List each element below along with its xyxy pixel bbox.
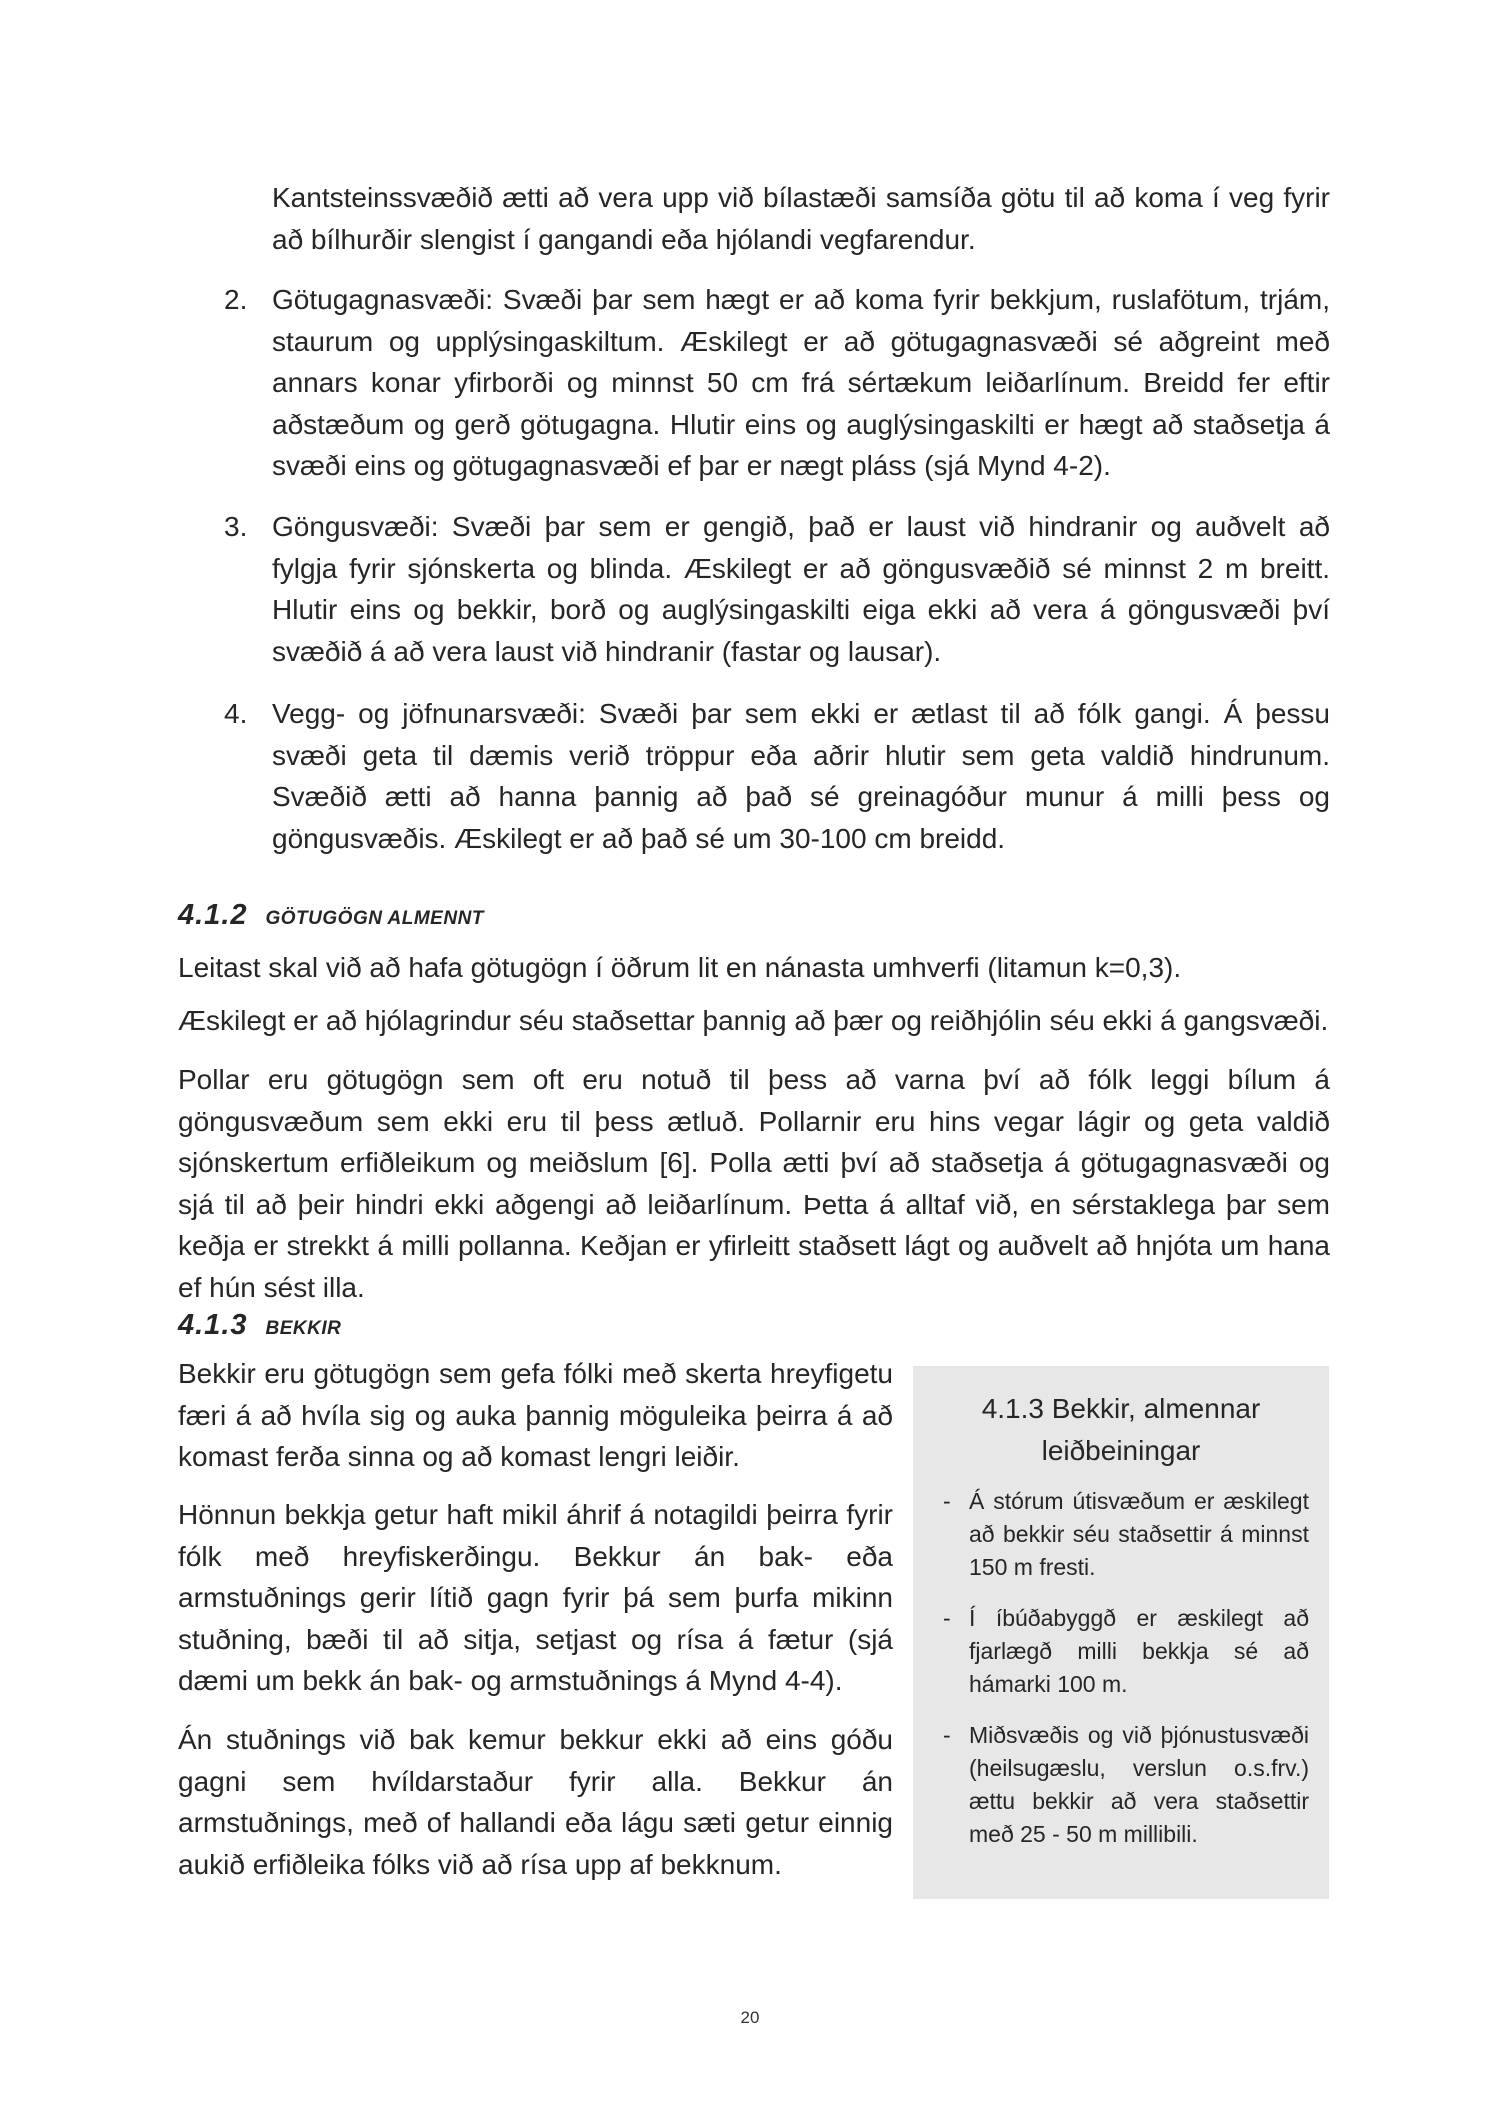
section-title: BEKKIR — [265, 1318, 342, 1339]
dash-bullet-icon: - — [943, 1488, 951, 1514]
sidebox-item-text: Í íbúðabyggð er æskilegt að fjarlægð milli bekkja sé að hámarki 100 m. — [969, 1605, 1309, 1697]
list-number: 2. — [224, 284, 248, 315]
body-paragraph: Bekkir eru götugögn sem gefa fólki með skerta hreyfigetu færi á að hvíla sig og auka þannig möguleika þeirra á að komast ferða sinna og að komast lengri leiðir. — [178, 1358, 893, 1472]
list-item-text: Göngusvæði: Svæði þar sem er gengið, það er laust við hindranir og auðvelt að fylgja fyrir sjónskerta og blinda. Æskilegt er að göngusvæðið sé minnst 2 m breitt. Hlutir eins og bekkir, borð og auglýsingaskilti eiga ekki að vera á göngusvæði því svæðið á að vera laust við hindranir (fastar og lausar). — [272, 511, 1330, 667]
continuation-paragraph: Kantsteinssvæðið ætti að vera upp við bílastæði samsíða götu til að koma í veg fyrir að bílhurðir slengist í gangandi eða hjólandi vegfarendur. — [272, 182, 1330, 255]
body-paragraph: Pollar eru götugögn sem oft eru notuð til þess að varna því að fólk leggi bílum á göngusvæðum sem ekki eru til þess ætluð. Pollarnir eru hins vegar lágir og geta valdið sjónskertum erfiðleikum og meiðslum [6]. Polla ætti því að staðsetja á götugagnasvæði og sjá til að þeir hindri ekki aðgengi að leiðarlínum. Þetta á alltaf við, en sérstaklega þar sem keðja er strekkt á milli pollanna. Keðjan er yfirleitt staðsett lágt og auðvelt að hnjóta um hana ef hún sést illa. — [178, 1064, 1330, 1303]
section-title: GÖTUGÖGN ALMENNT — [265, 908, 484, 929]
sidebox-title: 4.1.3 Bekkir, almennar leiðbeiningar — [981, 1393, 1261, 1466]
list-item-text: Vegg- og jöfnunarsvæði: Svæði þar sem ekki er ætlast til að fólk gangi. Á þessu svæði geta til dæmis verið tröppur eða aðrir hlutir sem geta valdið hindrunum. Svæðið ætti að hanna þannig að það sé greinagóður munur á milli þess og göngusvæðis. Æskilegt er að það sé um 30-100 cm breidd. — [272, 698, 1330, 854]
body-paragraph: Æskilegt er að hjólagrindur séu staðsettar þannig að þær og reiðhjólin séu ekki á gangsvæði. — [178, 1005, 1329, 1036]
body-paragraph: Hönnun bekkja getur haft mikil áhrif á notagildi þeirra fyrir fólk með hreyfiskerðingu. Bekkur án bak- eða armstuðnings gerir lítið gagn fyrir þá sem þurfa mikinn stuðning, bæði til að sitja, setjast og rísa á fætur (sjá dæmi um bekk án bak- og armstuðnings á Mynd 4-4). — [178, 1499, 893, 1696]
sidebox-item-text: Á stórum útisvæðum er æskilegt að bekkir séu staðsettir á minnst 150 m fresti. — [969, 1488, 1309, 1580]
body-paragraph: Án stuðnings við bak kemur bekkur ekki að eins góðu gagni sem hvíldarstaður fyrir alla. Bekkur án armstuðnings, með of hallandi eða lágu sæti getur einnig aukið erfiðleika fólks við að rísa upp af bekknum. — [178, 1724, 893, 1880]
list-item-text: Götugagnasvæði: Svæði þar sem hægt er að koma fyrir bekkjum, ruslafötum, trjám, staurum og upplýsingaskiltum. Æskilegt er að götugagnasvæði sé aðgreint með annars konar yfirborði og minnst 50 cm frá sértækum leiðarlínum. Breidd fer eftir aðstæðum og gerð götugagna. Hlutir eins og auglýsingaskilti er hægt að staðsetja á svæði eins og götugagnasvæði ef þar er nægt pláss (sjá Mynd 4-2). — [272, 284, 1330, 481]
guidelines-sidebox — [913, 1366, 1329, 1899]
section-heading-4-1-3 — [178, 1305, 341, 1349]
list-number: 3. — [224, 511, 248, 542]
section-number: 4.1.3 — [178, 1309, 248, 1341]
section-heading-4-1-2 — [178, 895, 484, 939]
section-number: 4.1.2 — [178, 899, 248, 931]
body-paragraph: Leitast skal við að hafa götugögn í öðrum lit en nánasta umhverfi (litamun k=0,3). — [178, 952, 1182, 983]
sidebox-item-text: Miðsvæðis og við þjónustusvæði (heilsugæslu, verslun o.s.frv.) ættu bekkir að vera staðsettir með 25 - 50 m millibili. — [969, 1722, 1309, 1847]
dash-bullet-icon: - — [943, 1605, 951, 1631]
list-number: 4. — [224, 698, 248, 729]
dash-bullet-icon: - — [943, 1722, 951, 1748]
page-number: 20 — [740, 2008, 760, 2027]
